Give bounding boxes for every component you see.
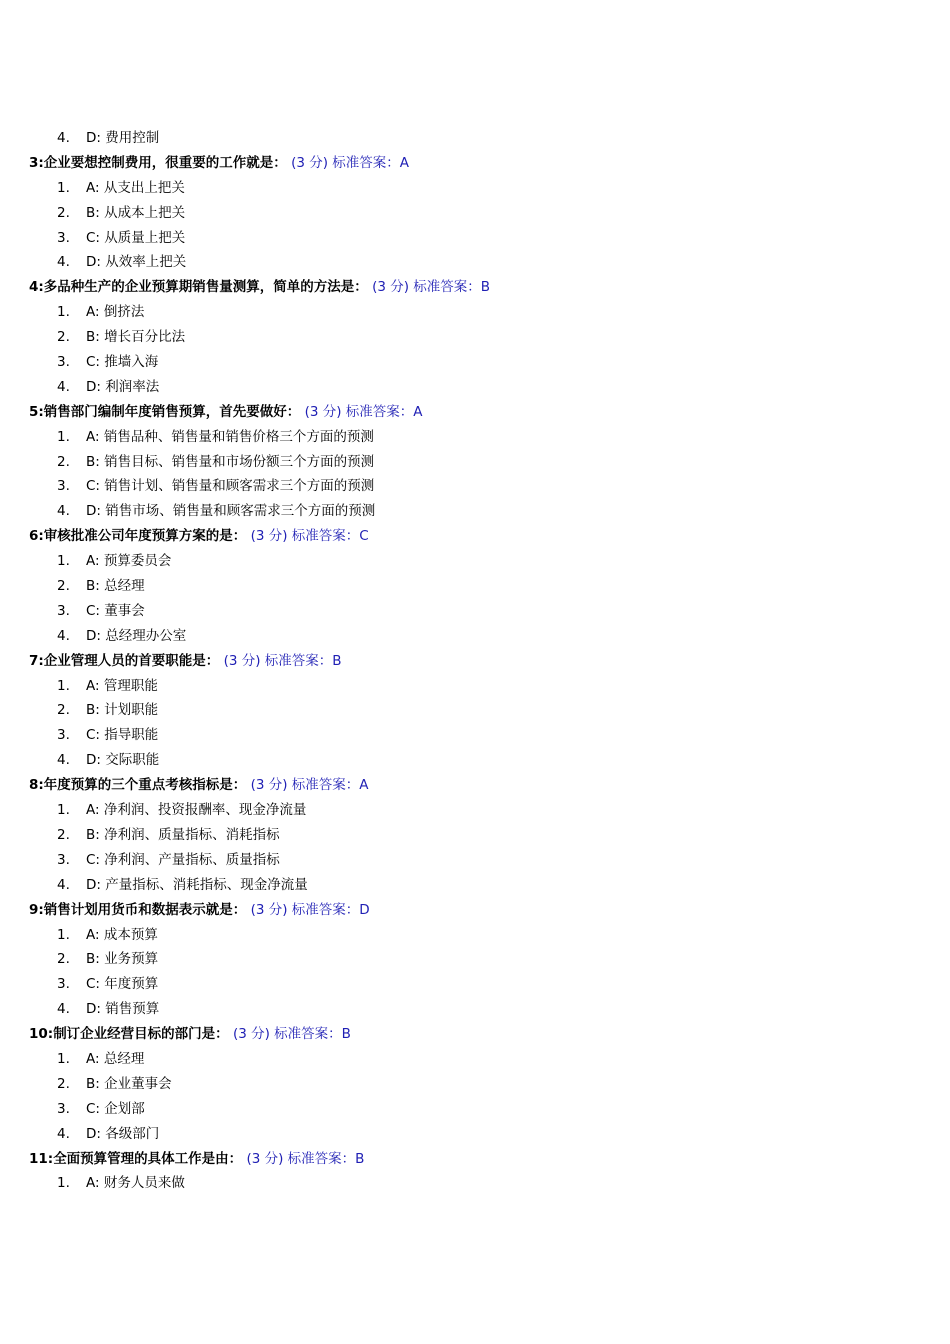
option-text: C: 销售计划、销售量和顾客需求三个方面的预测 [86, 478, 375, 495]
score-and-answer: (3 分) 标准答案：A [286, 154, 410, 171]
option-number: 2. [57, 702, 70, 719]
option-text: A: 净利润、投资报酬率、现金净流量 [86, 802, 307, 819]
score-and-answer: (3 分) 标准答案：A [246, 777, 369, 794]
option-item [0, 350, 950, 375]
score-and-answer: (3 分) 标准答案：B [242, 1150, 365, 1167]
option-text: C: 企划部 [86, 1100, 145, 1117]
option-text: A: 总经理 [86, 1050, 145, 1067]
option-number: 4. [57, 378, 70, 395]
option-item [0, 250, 950, 275]
option-item [0, 226, 950, 251]
option-text: B: 企业董事会 [86, 1075, 172, 1092]
option-number: 1. [57, 677, 70, 694]
option-number: 4. [57, 254, 70, 271]
question-line [0, 649, 950, 674]
option-text: B: 销售目标、销售量和市场份额三个方面的预测 [86, 453, 375, 470]
question-line [0, 1147, 950, 1172]
option-text: A: 预算委员会 [86, 553, 172, 570]
question-text: 销售部门编制年度销售预算，首先要做好： [43, 403, 301, 420]
option-number: 1. [57, 304, 70, 321]
question-line [0, 773, 950, 798]
option-number: 1. [57, 428, 70, 445]
question-number: 4: [29, 279, 44, 296]
option-text: C: 从质量上把关 [86, 229, 186, 246]
question-line [0, 898, 950, 923]
question-text: 全面预算管理的具体工作是由： [53, 1150, 243, 1167]
score-and-answer: (3 分) 标准答案：A [300, 403, 423, 420]
option-number: 3. [57, 976, 70, 993]
option-item [0, 574, 950, 599]
option-item [0, 325, 950, 350]
score-and-answer: (3 分) 标准答案：C [246, 528, 369, 545]
question-number: 3: [29, 154, 44, 171]
question-text: 审核批准公司年度预算方案的是： [43, 528, 247, 545]
option-text: B: 净利润、质量指标、消耗指标 [86, 826, 280, 843]
question-number: 7: [29, 652, 44, 669]
option-text: A: 管理职能 [86, 677, 158, 694]
option-item [0, 748, 950, 773]
question-line [0, 524, 950, 549]
option-item [0, 1047, 950, 1072]
question-text: 企业要想控制费用，很重要的工作就是： [43, 154, 287, 171]
option-item [0, 425, 950, 450]
option-item [0, 923, 950, 948]
option-text: C: 董事会 [86, 602, 145, 619]
option-item [0, 1171, 950, 1196]
option-number: 2. [57, 204, 70, 221]
option-item [0, 947, 950, 972]
option-text: D: 从效率上把关 [86, 254, 187, 271]
question-text: 销售计划用货币和数据表示就是： [43, 901, 247, 918]
option-item [0, 126, 950, 151]
option-text: B: 业务预算 [86, 951, 159, 968]
question-number: 11: [29, 1150, 54, 1167]
option-number: 4. [57, 876, 70, 893]
option-item [0, 1122, 950, 1147]
score-and-answer: (3 分) 标准答案：D [246, 901, 370, 918]
option-number: 4. [57, 752, 70, 769]
option-item [0, 798, 950, 823]
option-item [0, 176, 950, 201]
option-number: 4. [57, 130, 70, 146]
option-item [0, 474, 950, 499]
question-number: 9: [29, 901, 44, 918]
question-text: 制订企业经营目标的部门是： [53, 1026, 229, 1043]
option-item [0, 450, 950, 475]
question-text: 年度预算的三个重点考核指标是： [43, 777, 247, 794]
option-number: 1. [57, 179, 70, 196]
option-text: D: 销售市场、销售量和顾客需求三个方面的预测 [86, 503, 376, 520]
option-number: 4. [57, 503, 70, 520]
question-number: 5: [29, 403, 44, 420]
score-and-answer: (3 分) 标准答案：B [219, 652, 342, 669]
option-text: A: 销售品种、销售量和销售价格三个方面的预测 [86, 428, 374, 445]
option-item [0, 997, 950, 1022]
option-item [0, 873, 950, 898]
option-text: D: 总经理办公室 [86, 627, 187, 644]
option-number: 3. [57, 727, 70, 744]
question-text: 企业管理人员的首要职能是： [43, 652, 220, 669]
option-item [0, 848, 950, 873]
option-number: 2. [57, 453, 70, 470]
option-item [0, 300, 950, 325]
option-number: 2. [57, 826, 70, 843]
option-item [0, 375, 950, 400]
option-number: 2. [57, 1075, 70, 1092]
option-number: 1. [57, 553, 70, 570]
option-number: 3. [57, 354, 70, 371]
question-number: 10: [29, 1026, 54, 1043]
option-item [0, 1072, 950, 1097]
option-number: 2. [57, 578, 70, 595]
question-number: 8: [29, 777, 44, 794]
option-item [0, 674, 950, 699]
question-line [0, 400, 950, 425]
option-item [0, 972, 950, 997]
option-item [0, 723, 950, 748]
option-item [0, 499, 950, 524]
option-item [0, 698, 950, 723]
option-number: 1. [57, 1175, 70, 1192]
option-text: B: 总经理 [86, 578, 145, 595]
option-item [0, 624, 950, 649]
question-line [0, 1022, 950, 1047]
score-and-answer: (3 分) 标准答案：B [228, 1026, 351, 1043]
option-text: D: 销售预算 [86, 1001, 160, 1018]
option-text: C: 推墙入海 [86, 354, 159, 371]
option-number: 4. [57, 1125, 70, 1142]
option-number: 4. [57, 627, 70, 644]
option-number: 3. [57, 602, 70, 619]
question-line [0, 151, 950, 176]
question-line [0, 275, 950, 300]
option-number: 4. [57, 1001, 70, 1018]
option-number: 1. [57, 802, 70, 819]
option-text: A: 财务人员来做 [86, 1175, 185, 1192]
option-text: A: 倒挤法 [86, 304, 145, 321]
option-text: D: 各级部门 [86, 1125, 160, 1142]
option-text: D: 交际职能 [86, 752, 160, 769]
option-text: D: 利润率法 [86, 378, 160, 395]
option-number: 3. [57, 478, 70, 495]
option-text: B: 从成本上把关 [86, 204, 186, 221]
option-text: C: 净利润、产量指标、质量指标 [86, 851, 280, 868]
option-text: B: 计划职能 [86, 702, 159, 719]
option-item [0, 823, 950, 848]
exam-document [0, 126, 950, 1196]
option-number: 2. [57, 951, 70, 968]
option-text: D: 费用控制 [86, 130, 160, 146]
question-number: 6: [29, 528, 44, 545]
option-text: C: 年度预算 [86, 976, 159, 993]
option-number: 3. [57, 1100, 70, 1117]
option-text: D: 产量指标、消耗指标、现金净流量 [86, 876, 308, 893]
option-item [0, 549, 950, 574]
option-number: 3. [57, 229, 70, 246]
option-number: 3. [57, 851, 70, 868]
option-item [0, 201, 950, 226]
option-item [0, 1097, 950, 1122]
option-text: A: 成本预算 [86, 926, 158, 943]
option-item [0, 599, 950, 624]
option-text: A: 从支出上把关 [86, 179, 185, 196]
option-number: 2. [57, 329, 70, 346]
option-number: 1. [57, 1050, 70, 1067]
option-text: C: 指导职能 [86, 727, 159, 744]
score-and-answer: (3 分) 标准答案：B [367, 279, 491, 296]
question-text: 多品种生产的企业预算期销售量测算，简单的方法是： [43, 279, 368, 296]
option-number: 1. [57, 926, 70, 943]
option-text: B: 增长百分比法 [86, 329, 186, 346]
